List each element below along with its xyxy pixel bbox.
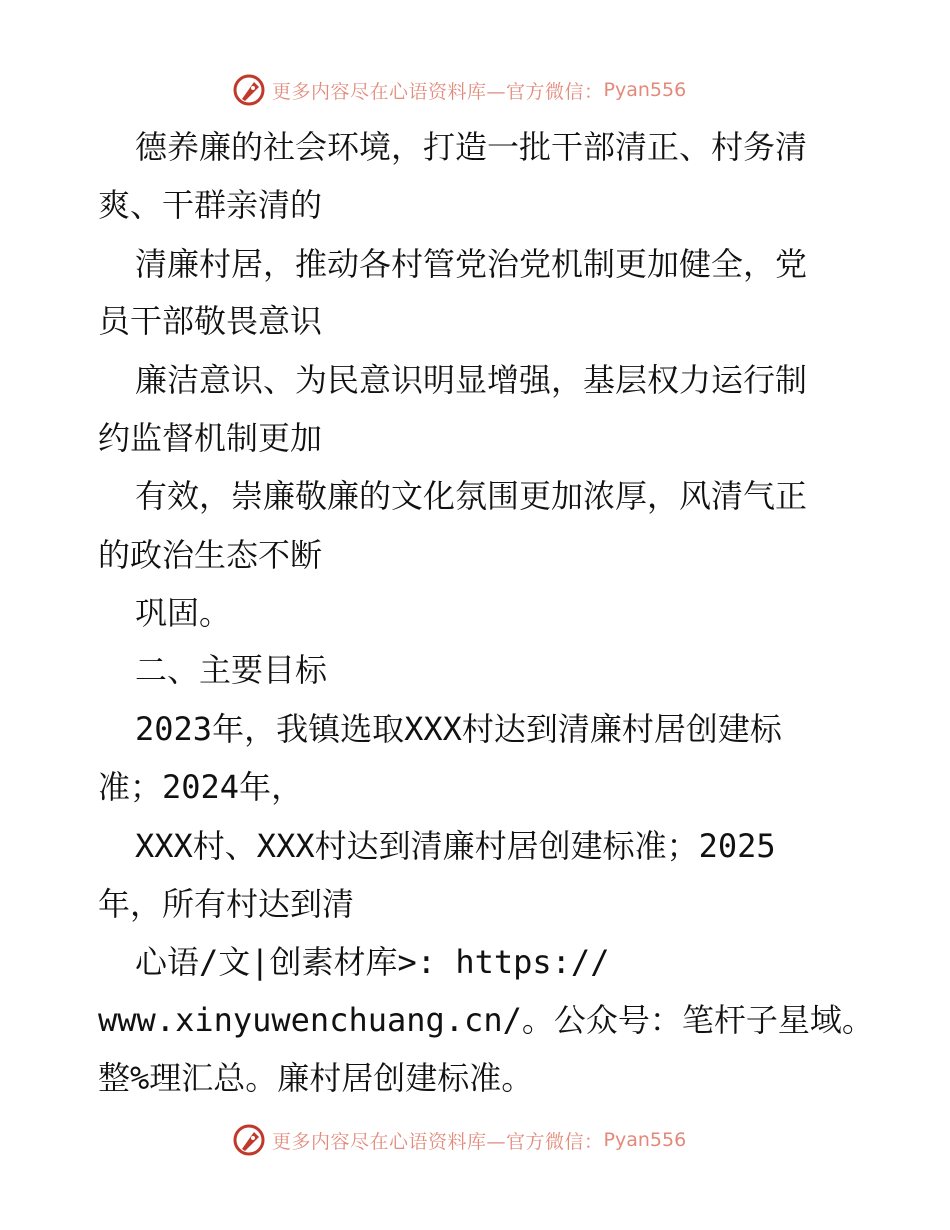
header-banner-text: 更多内容尽在心语资料库—官方微信： (272, 80, 604, 103)
header-banner-contact: Pyan556 (603, 79, 687, 101)
footer-banner-contact: Pyan556 (603, 1129, 687, 1151)
text-line: 廉洁意识、为民意识明显增强，基层权力运行制 (135, 361, 808, 399)
text-line: XXX村、XXX村达到清廉村居创建标准；2025 (135, 827, 776, 865)
text-line: 爽、干群亲清的 (98, 186, 323, 224)
text-line: 准；2024年， (98, 768, 304, 806)
text-line: 约监督机制更加 (98, 419, 323, 457)
section-heading: 二、主要目标 (135, 651, 328, 689)
text-line: 的政治生态不断 (98, 536, 323, 574)
text-line: 巩固。 (135, 594, 232, 632)
pen-nib-logo-icon (232, 1123, 266, 1157)
text-line: 清廉村居，推动各村管党治党机制更加健全，党 (135, 245, 808, 283)
text-line: 2023年，我镇选取XXX村达到清廉村居创建标 (135, 710, 782, 748)
footer-banner (232, 1122, 686, 1158)
text-line: 德养廉的社会环境，打造一批干部清正、村务清 (135, 128, 808, 166)
text-line: 有效，崇廉敬廉的文化氛围更加浓厚，风清气正 (135, 477, 808, 515)
text-line: 年，所有村达到清 (98, 885, 355, 923)
footer-banner-text: 更多内容尽在心语资料库—官方微信： (272, 1130, 604, 1153)
text-line: 心语/文|创素材库>: https:// (135, 943, 610, 981)
text-line: www.xinyuwenchuang.cn/。公众号：笔杆子星域。 (98, 1001, 874, 1039)
text-line: 员干部敬畏意识 (98, 302, 323, 340)
text-line: 整%理汇总。廉村居创建标准。 (98, 1059, 534, 1097)
